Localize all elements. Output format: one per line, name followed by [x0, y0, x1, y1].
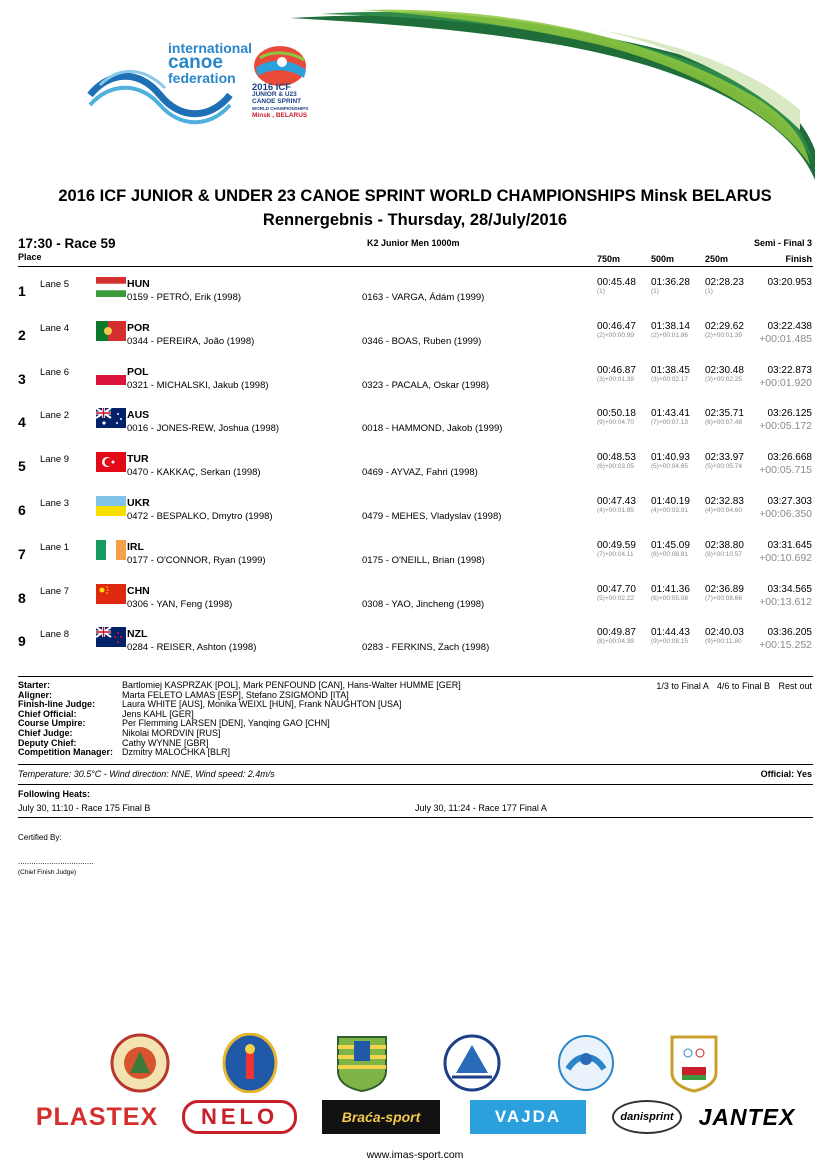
- split-time: 02:32.83: [705, 496, 744, 507]
- split-time: 02:35.71: [705, 408, 744, 420]
- qual-rule: 1/3 to Final A: [656, 681, 709, 691]
- sponsor-crest-4-icon: [442, 1033, 502, 1093]
- split-250: [705, 496, 744, 514]
- finish-time: [759, 408, 812, 432]
- official-role: Chief Judge:: [18, 727, 73, 738]
- result-place: 9: [18, 633, 26, 650]
- certified-by-label: Certified By:: [18, 833, 62, 842]
- result-lane: Lane 4: [40, 322, 70, 334]
- split-rank: (1): [705, 288, 713, 295]
- split-500: [651, 277, 690, 295]
- aus-flag-icon: [96, 408, 126, 428]
- result-athlete-2: 0346 - BOAS, Ruben (1999): [362, 335, 482, 347]
- finish-behind: +00:13.612: [759, 595, 812, 608]
- split-500: [651, 584, 690, 602]
- pol-flag-icon: [96, 365, 126, 385]
- split-time: 01:41.36: [651, 583, 690, 595]
- result-lane: Lane 8: [40, 629, 70, 641]
- official-role: Competition Manager:: [18, 747, 114, 758]
- following-heat: July 30, 11:10 - Race 175 Final B: [18, 803, 151, 813]
- result-row: [0, 540, 830, 584]
- official-entry: [18, 729, 461, 739]
- hun-flag-icon: [96, 277, 126, 297]
- split-rank: (6)+00:03.05: [597, 463, 635, 471]
- result-nation: NZL: [127, 628, 148, 641]
- split-rank: (2)+00:00.99: [597, 331, 635, 339]
- finish-time: [759, 365, 812, 389]
- brand-nelo-logo: [182, 1100, 297, 1134]
- sponsor-crest-5-icon: [556, 1033, 616, 1093]
- finish-value: 03:34.565: [767, 583, 812, 595]
- split-time: 02:38.80: [705, 539, 744, 551]
- result-athlete-1: 0306 - YAN, Feng (1998): [127, 598, 233, 610]
- split-time: 00:49.87: [597, 627, 636, 639]
- split-750: [597, 627, 636, 645]
- official-names: Cathy WYNNE [GBR]: [122, 737, 209, 748]
- chn-flag-icon: [96, 584, 126, 604]
- result-nation: IRL: [127, 540, 144, 553]
- qual-rule: 4/6 to Final B: [716, 681, 770, 691]
- race-time: 17:30 - Race 59: [18, 236, 116, 251]
- split-rank: (3)+00:02.17: [651, 375, 689, 383]
- result-athlete-1: 0470 - KAKKAÇ, Serkan (1998): [127, 467, 261, 479]
- split-rank: (9)+00:11.80: [705, 638, 742, 646]
- icf-text-line: canoe: [168, 52, 223, 73]
- official-role: Chief Official:: [18, 708, 77, 719]
- split-250: [705, 627, 744, 645]
- result-nation: CHN: [127, 584, 150, 597]
- finish-behind: +00:10.692: [759, 551, 812, 564]
- split-time: 01:40.19: [651, 496, 690, 507]
- official-names: Jens KAHL [GER]: [122, 708, 194, 719]
- split-750: [597, 408, 636, 426]
- split-time: 02:36.89: [705, 583, 744, 595]
- split-750: [597, 321, 636, 339]
- split-rank: (3)+00:01.39: [597, 375, 635, 383]
- result-lane: Lane 7: [40, 585, 70, 597]
- split-time: 00:50.18: [597, 408, 636, 420]
- split-500: [651, 452, 690, 470]
- split-rank: (3)+00:02.25: [705, 375, 743, 383]
- split-250: [705, 540, 744, 558]
- following-heats-label: Following Heats:: [18, 789, 90, 799]
- result-athlete-2: 0308 - YAO, Jincheng (1998): [362, 598, 485, 610]
- split-time: 00:48.53: [597, 452, 636, 464]
- finish-value: 03:27.303: [767, 496, 812, 507]
- finish-time: [759, 627, 812, 651]
- result-row: [0, 408, 830, 452]
- col-500-header: 500m: [651, 254, 675, 264]
- finish-behind: +00:06.350: [759, 508, 812, 520]
- official-role: Aligner:: [18, 689, 53, 700]
- result-row: [0, 627, 830, 671]
- split-250: [705, 584, 744, 602]
- result-athlete-1: 0344 - PEREIRA, João (1998): [127, 335, 255, 347]
- result-place: 1: [18, 283, 26, 299]
- finish-time: [759, 321, 812, 345]
- split-rank: (2)+00:01.39: [705, 331, 743, 339]
- brand-jantex-logo: [698, 1100, 796, 1134]
- split-rank: (4)+00:03.91: [651, 507, 689, 514]
- weather-info: Temperature: 30.5°C - Wind direction: NNE, Wind speed: 2.4m/s: [18, 769, 275, 779]
- split-750: [597, 365, 636, 383]
- split-750: [597, 496, 636, 514]
- official-entry: [18, 700, 461, 710]
- split-time: 00:45.48: [597, 277, 636, 288]
- split-250: [705, 408, 744, 426]
- brand-name: Braća-sport: [341, 1109, 421, 1125]
- result-athlete-2: 0018 - HAMMOND, Jakob (1999): [362, 423, 503, 435]
- result-athlete-1: 0159 - PETRÓ, Erik (1998): [127, 292, 242, 303]
- result-place: 3: [18, 370, 26, 387]
- finish-behind: +00:01.485: [759, 332, 812, 345]
- header-divider: [18, 266, 813, 267]
- split-750: [597, 277, 636, 295]
- event-text-line: WORLD CHAMPIONSHIPS: [252, 106, 309, 111]
- split-250: [705, 452, 744, 470]
- result-athlete-2: 0323 - PACALA, Oskar (1998): [362, 379, 490, 391]
- official-names: Marta FELETO LAMAS [ESP], Stefano ZSIGMOND [ITA]: [122, 689, 349, 700]
- split-500: [651, 496, 690, 514]
- split-rank: (7)+00:08.66: [705, 594, 743, 602]
- race-phase: Semi - Final 3: [753, 238, 812, 248]
- finish-time: [759, 452, 812, 476]
- official-names: Dzmitry MALOCHKA [BLR]: [122, 747, 231, 758]
- sponsor-crest-3-icon: [332, 1033, 392, 1093]
- split-500: [651, 627, 690, 645]
- split-time: 00:47.70: [597, 583, 636, 595]
- split-rank: (1): [651, 288, 659, 295]
- result-place: 2: [18, 326, 26, 343]
- result-place: 4: [18, 414, 26, 431]
- result-row: [0, 365, 830, 409]
- finish-value: 03:26.668: [767, 452, 812, 464]
- heats-divider: [18, 784, 813, 785]
- split-time: 00:46.87: [597, 364, 636, 376]
- split-time: 01:43.41: [651, 408, 690, 420]
- ukr-flag-icon: [96, 496, 126, 516]
- split-time: 01:40.93: [651, 452, 690, 464]
- race-category: K2 Junior Men 1000m: [367, 238, 460, 248]
- split-rank: (5)+00:05.74: [705, 463, 743, 471]
- result-athlete-1: 0016 - JONES-REW, Joshua (1998): [127, 423, 280, 435]
- split-time: 01:38.45: [651, 364, 690, 376]
- split-rank: (5)+00:04.65: [651, 463, 689, 471]
- result-athlete-2: 0175 - O'NEILL, Brian (1998): [362, 554, 485, 566]
- result-lane: Lane 3: [40, 498, 70, 509]
- split-250: [705, 277, 744, 295]
- por-flag-icon: [96, 321, 126, 341]
- result-place: 6: [18, 502, 26, 518]
- finish-behind: +00:01.920: [759, 376, 812, 389]
- brand-name: JANTEX: [698, 1103, 796, 1130]
- split-time: 00:47.43: [597, 496, 636, 507]
- official-status: Official: Yes: [760, 769, 812, 779]
- finish-value: 03:26.125: [767, 408, 812, 420]
- split-rank: (4)+00:04.60: [705, 507, 743, 514]
- split-time: 01:45.09: [651, 539, 690, 551]
- brand-name: VAJDA: [494, 1107, 562, 1126]
- split-rank: (8)+00:10.57: [705, 550, 743, 558]
- brand-name: NELO: [200, 1104, 279, 1129]
- result-row: [0, 321, 830, 365]
- event-text-line: CANOE SPRINT: [252, 98, 302, 105]
- official-names: Nikolai MORDVIN [RUS]: [122, 727, 221, 738]
- event-text-line: 2016 ICF: [252, 82, 292, 93]
- footer-url: www.imas-sport.com: [366, 1149, 464, 1161]
- sponsor-crest-2-icon: [220, 1033, 280, 1093]
- result-lane: Lane 9: [40, 454, 70, 466]
- split-time: 02:30.48: [705, 364, 744, 376]
- official-entry: [18, 719, 461, 729]
- brand-braca-logo: [322, 1100, 440, 1134]
- split-rank: (8)+00:08.81: [651, 550, 689, 558]
- split-time: 02:28.23: [705, 277, 744, 288]
- qualification-rules: [650, 681, 812, 691]
- result-nation: HUN: [127, 278, 150, 290]
- brand-name: PLASTEX: [35, 1102, 159, 1131]
- icf-text-line: federation: [168, 70, 236, 86]
- result-row: [0, 452, 830, 496]
- official-role: Deputy Chief:: [18, 737, 77, 748]
- result-nation: POR: [127, 321, 150, 334]
- result-nation: UKR: [127, 497, 150, 509]
- result-lane: Lane 2: [40, 410, 70, 422]
- col-finish-header: Finish: [785, 254, 812, 264]
- split-rank: (6)+00:07.48: [705, 419, 743, 427]
- result-nation: POL: [127, 365, 149, 378]
- finish-behind: +00:15.252: [759, 639, 812, 652]
- official-role: Finish-line Judge:: [18, 699, 96, 710]
- split-rank: (9)+00:08.15: [651, 638, 689, 646]
- result-row: [0, 277, 830, 321]
- footer-divider: [18, 676, 813, 677]
- sponsor-crest-1-icon: [110, 1033, 170, 1093]
- split-750: [597, 540, 636, 558]
- place-header: Place: [18, 252, 42, 262]
- split-500: [651, 365, 690, 383]
- split-500: [651, 540, 690, 558]
- split-rank: (7)+00:04.11: [597, 550, 634, 558]
- finish-time: [759, 540, 812, 564]
- finish-value: 03:22.438: [767, 320, 812, 332]
- col-250-header: 250m: [705, 254, 729, 264]
- event-logo-text: [252, 84, 322, 119]
- result-athlete-1: 0177 - O'CONNOR, Ryan (1999): [127, 554, 266, 566]
- result-lane: Lane 6: [40, 366, 70, 378]
- finish-time: [768, 277, 813, 289]
- split-rank: (5)+00:02.22: [597, 594, 635, 602]
- finish-value: 03:20.953: [767, 277, 812, 288]
- finish-value: 03:36.205: [767, 627, 812, 639]
- brand-danisprint-logo: [612, 1100, 682, 1134]
- brand-vajda-logo: [470, 1100, 586, 1134]
- split-time: 02:33.97: [705, 452, 744, 464]
- split-rank: (2)+00:01.86: [651, 331, 689, 339]
- page-title: 2016 ICF JUNIOR & UNDER 23 CANOE SPRINT WORLD CHAMPIONSHIPS Minsk BELARUS: [58, 187, 772, 205]
- split-rank: (6)+00:05.08: [651, 594, 689, 602]
- page-subtitle: Rennergebnis - Thursday, 28/July/2016: [262, 211, 568, 229]
- result-athlete-1: 0321 - MICHALSKI, Jakub (1998): [127, 379, 269, 391]
- split-750: [597, 584, 636, 602]
- finish-behind: +00:05.172: [759, 420, 812, 433]
- split-rank: (9)+00:04.70: [597, 419, 635, 427]
- split-time: 00:46.47: [597, 320, 636, 332]
- result-place: 5: [18, 458, 26, 475]
- split-time: 00:49.59: [597, 539, 636, 551]
- following-heat: July 30, 11:24 - Race 177 Final A: [415, 803, 547, 813]
- split-time: 01:36.28: [651, 277, 690, 288]
- col-750-header: 750m: [597, 254, 621, 264]
- signature-line: ..................................: [18, 857, 94, 866]
- brand-plastex-logo: [36, 1100, 158, 1134]
- finish-behind: +00:05.715: [759, 464, 812, 477]
- official-entry: [18, 748, 461, 758]
- result-nation: AUS: [127, 409, 150, 422]
- qual-rule: Rest out: [778, 681, 812, 691]
- nzl-flag-icon: [96, 627, 126, 647]
- result-athlete-1: 0284 - REISER, Ashton (1998): [127, 642, 257, 654]
- result-lane: Lane 5: [40, 279, 70, 290]
- tur-flag-icon: [96, 452, 126, 472]
- chief-finish-judge-label: (Chief Finish Judge): [18, 869, 77, 876]
- split-time: 01:38.14: [651, 320, 690, 332]
- result-athlete-1: 0472 - BESPALKO, Dmytro (1998): [127, 511, 273, 522]
- icf-text-line: international: [168, 40, 253, 56]
- brand-name: danisprint: [620, 1111, 674, 1123]
- finish-value: 03:22.873: [767, 364, 812, 376]
- official-names: Laura WHITE [AUS], Monika WEIXL [HUN], Frank NAUGHTON [USA]: [122, 699, 402, 710]
- finish-value: 03:31.645: [767, 539, 812, 551]
- official-role: Course Umpire:: [18, 718, 86, 729]
- official-role: Starter:: [18, 680, 51, 690]
- result-place: 7: [18, 545, 26, 562]
- result-athlete-2: 0163 - VARGA, Ádám (1999): [362, 292, 485, 303]
- result-athlete-2: 0479 - MEHES, Vladyslav (1998): [362, 511, 502, 522]
- event-text-line: JUNIOR & U23: [252, 91, 297, 98]
- sponsor-crest-6-icon: [664, 1033, 724, 1093]
- split-rank: (1): [597, 288, 605, 295]
- split-rank: (7)+00:07.13: [651, 419, 689, 427]
- split-750: [597, 452, 636, 470]
- split-time: 02:40.03: [705, 627, 744, 639]
- split-500: [651, 408, 690, 426]
- result-row: [0, 584, 830, 628]
- result-row: [0, 496, 830, 540]
- split-250: [705, 365, 744, 383]
- event-text-line: Minsk , BELARUS: [252, 112, 308, 119]
- result-place: 8: [18, 589, 26, 606]
- split-rank: (4)+00:01.95: [597, 507, 635, 514]
- finish-time: [759, 584, 812, 608]
- result-athlete-2: 0283 - FERKINS, Zach (1998): [362, 642, 490, 654]
- result-athlete-2: 0469 - AYVAZ, Fahri (1998): [362, 467, 478, 479]
- result-nation: TUR: [127, 453, 149, 466]
- certified-divider: [18, 817, 813, 818]
- split-time: 01:44.43: [651, 627, 690, 639]
- split-250: [705, 321, 744, 339]
- official-names: Per Flemming LARSEN [DEN], Yanqing GAO [CHN]: [122, 718, 330, 729]
- icf-logo-text: [168, 40, 253, 86]
- result-lane: Lane 1: [40, 541, 70, 553]
- officials-list: [18, 681, 461, 758]
- split-time: 02:29.62: [705, 320, 744, 332]
- weather-divider: [18, 764, 813, 765]
- split-rank: (8)+00:04.39: [597, 638, 635, 646]
- finish-time: [759, 496, 812, 520]
- irl-flag-icon: [96, 540, 126, 560]
- split-500: [651, 321, 690, 339]
- official-names: Bartlomiej KASPRZAK [POL], Mark PENFOUND [CAN], Hans-Walter HUMME [GER]: [122, 680, 461, 690]
